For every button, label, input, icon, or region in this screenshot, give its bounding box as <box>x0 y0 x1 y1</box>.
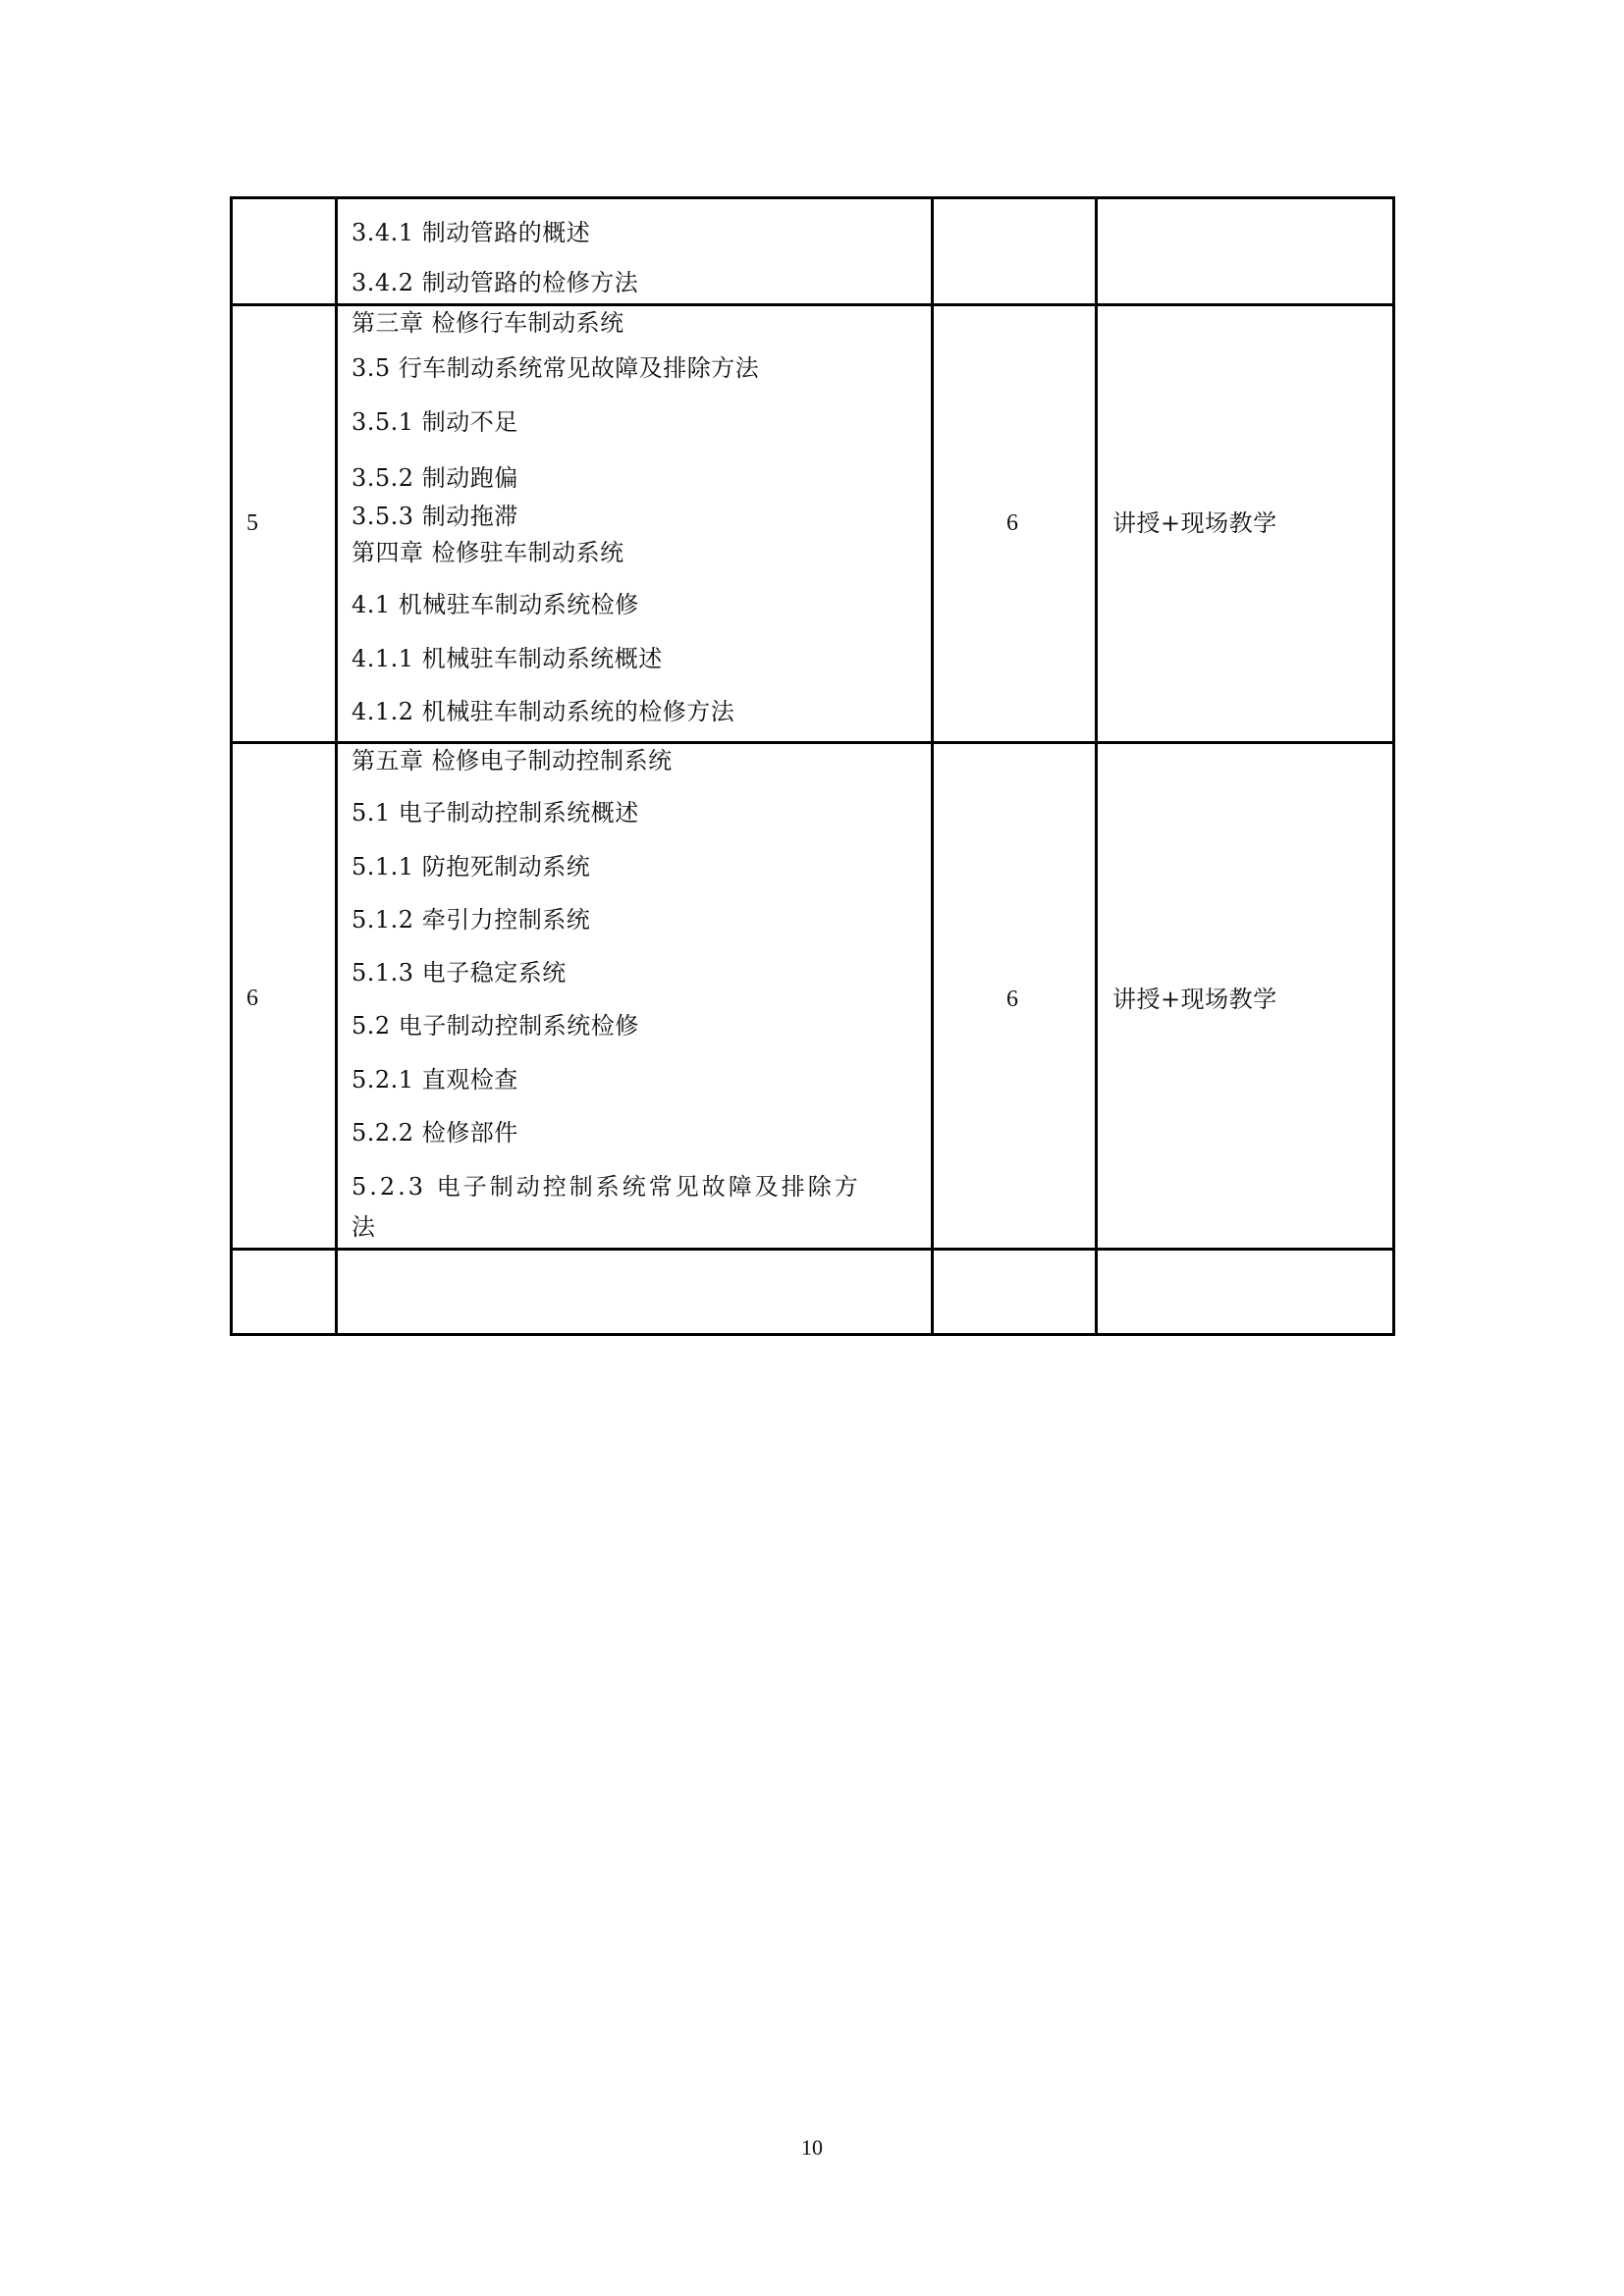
column-divider <box>931 196 934 1336</box>
method-cell: 讲授+现场教学 <box>1112 986 1277 1013</box>
content-line: 法 <box>352 1213 376 1241</box>
content-line: 5.2.2 检修部件 <box>352 1119 518 1147</box>
hours-cell: 6 <box>1006 987 1019 1012</box>
content-line: 5.1.2 牵引力控制系统 <box>352 906 591 934</box>
row-divider <box>230 1248 1395 1251</box>
content-line: 3.5.2 制动跑偏 <box>352 464 518 492</box>
table-border-right <box>1392 196 1395 1336</box>
content-line: 5.1.3 电子稳定系统 <box>352 959 567 987</box>
row-divider <box>230 303 1395 306</box>
content-line: 5.2.3 电子制动控制系统常见故障及排除方 <box>352 1173 861 1201</box>
column-divider <box>1095 196 1098 1336</box>
content-line: 4.1 机械驻车制动系统检修 <box>352 591 639 618</box>
content-line: 3.4.1 制动管路的概述 <box>352 219 591 246</box>
hours-cell: 6 <box>1006 510 1019 536</box>
content-line: 3.5.3 制动拖滞 <box>352 503 518 530</box>
row-index: 5 <box>246 510 259 536</box>
chapter-heading: 第三章 检修行车制动系统 <box>352 309 624 337</box>
table-border-bottom <box>230 1333 1395 1336</box>
row-index: 6 <box>246 986 259 1011</box>
content-line: 3.5.1 制动不足 <box>352 408 518 436</box>
page-number: 10 <box>801 2135 823 2160</box>
content-line: 3.5 行车制动系统常见故障及排除方法 <box>352 354 760 382</box>
chapter-heading: 第五章 检修电子制动控制系统 <box>352 747 673 774</box>
method-cell: 讲授+现场教学 <box>1112 509 1277 537</box>
content-line: 3.4.2 制动管路的检修方法 <box>352 269 639 296</box>
column-divider <box>335 196 338 1336</box>
table-border-left <box>230 196 233 1336</box>
chapter-heading: 第四章 检修驻车制动系统 <box>352 539 624 566</box>
content-line: 5.2 电子制动控制系统检修 <box>352 1012 639 1040</box>
content-line: 5.2.1 直观检查 <box>352 1066 518 1094</box>
content-line: 4.1.2 机械驻车制动系统的检修方法 <box>352 698 735 725</box>
content-line: 5.1 电子制动控制系统概述 <box>352 799 639 827</box>
content-line: 5.1.1 防抱死制动系统 <box>352 853 591 881</box>
content-line: 4.1.1 机械驻车制动系统概述 <box>352 645 663 672</box>
table-border-top <box>230 196 1395 199</box>
row-divider <box>230 741 1395 744</box>
